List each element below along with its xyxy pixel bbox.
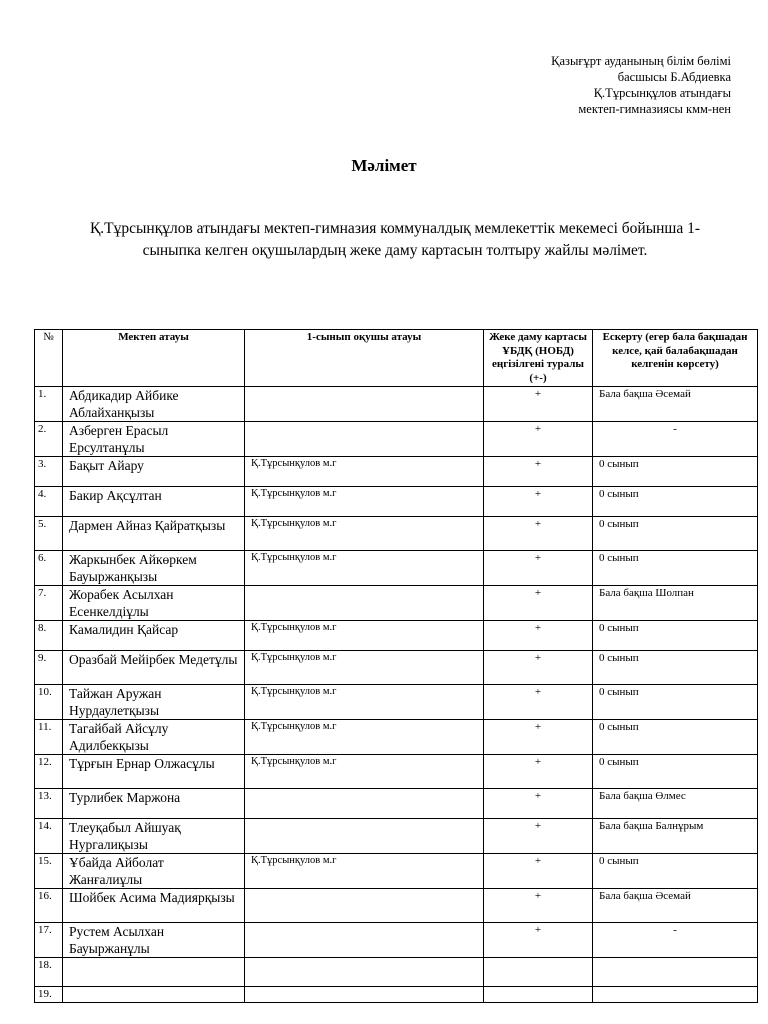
note-cell: 0 сынып	[593, 755, 758, 789]
student-name-cell: Турлибек Маржона	[63, 789, 245, 819]
row-number-cell: 5.	[35, 517, 63, 551]
row-number-cell: 1.	[35, 387, 63, 422]
row-number-cell: 18.	[35, 958, 63, 987]
note-cell: Бала бақша Әсемай	[593, 889, 758, 923]
note-cell: 0 сынып	[593, 517, 758, 551]
student-name-cell: Тагайбай Айсұлу Адилбекқызы	[63, 720, 245, 755]
card-status-cell: +	[484, 685, 593, 720]
note-cell: 0 сынып	[593, 651, 758, 685]
note-cell: 0 сынып	[593, 685, 758, 720]
col-header-school-name: Мектеп атауы	[63, 330, 245, 387]
card-status-cell: +	[484, 551, 593, 586]
document-title: Мәлімет	[351, 156, 417, 175]
note-cell	[593, 987, 758, 1003]
table-row	[35, 720, 758, 755]
school-cell: Қ.Тұрсынқулов м.г	[245, 487, 484, 517]
row-number-cell: 3.	[35, 457, 63, 487]
col-header-card-entered: Жеке даму картасы ҰБДҚ (НОБД) еңгізілгені туралы (+-)	[484, 330, 593, 387]
card-status-cell: +	[484, 789, 593, 819]
addressee-line: Қ.Тұрсынқұлов атындағы	[593, 86, 731, 100]
student-name-cell	[63, 987, 245, 1003]
card-status-cell: +	[484, 819, 593, 854]
table-row	[35, 422, 758, 457]
student-name-cell: Жаркынбек Айкөркем Бауыржанқызы	[63, 551, 245, 586]
school-cell	[245, 586, 484, 621]
card-status-cell: +	[484, 457, 593, 487]
card-status-cell: +	[484, 387, 593, 422]
student-name-cell: Жорабек Асылхан Есенкелдіұлы	[63, 586, 245, 621]
note-cell: -	[593, 923, 758, 958]
table-row	[35, 621, 758, 651]
card-status-cell	[484, 987, 593, 1003]
note-cell: Бала бақша Шолпан	[593, 586, 758, 621]
school-cell: Қ.Тұрсынқулов м.г	[245, 755, 484, 789]
school-cell: Қ.Тұрсынқулов м.г	[245, 685, 484, 720]
card-status-cell: +	[484, 422, 593, 457]
row-number-cell: 13.	[35, 789, 63, 819]
note-cell: Бала бақша Өлмес	[593, 789, 758, 819]
table-row	[35, 685, 758, 720]
row-number-cell: 12.	[35, 755, 63, 789]
card-status-cell: +	[484, 621, 593, 651]
table-row	[35, 487, 758, 517]
students-table	[34, 329, 758, 1003]
school-cell	[245, 789, 484, 819]
row-number-cell: 14.	[35, 819, 63, 854]
row-number-cell: 16.	[35, 889, 63, 923]
card-status-cell: +	[484, 487, 593, 517]
note-cell	[593, 958, 758, 987]
row-number-cell: 7.	[35, 586, 63, 621]
note-cell: 0 сынып	[593, 487, 758, 517]
school-cell: Қ.Тұрсынқулов м.г	[245, 457, 484, 487]
student-name-cell: Тлеуқабыл Айшуақ Нургалиқызы	[63, 819, 245, 854]
table-row	[35, 457, 758, 487]
student-name-cell: Бакир Ақсұлтан	[63, 487, 245, 517]
school-cell: Қ.Тұрсынқулов м.г	[245, 651, 484, 685]
intro-paragraph: Қ.Тұрсынқұлов атындағы мектеп-гимназия коммуналдық мемлекеттік мекемесі бойынша 1-сыныпка келген оқушылардың жеке даму картасын толтыру жайлы мәлімет.	[89, 220, 701, 259]
addressee-line: басшысы Б.Абдиевка	[617, 70, 731, 84]
note-cell: -	[593, 422, 758, 457]
note-cell: 0 сынып	[593, 854, 758, 889]
card-status-cell: +	[484, 651, 593, 685]
row-number-cell: 15.	[35, 854, 63, 889]
addressee-line: Қазығұрт ауданының білім бөлімі	[551, 54, 731, 68]
row-number-cell: 9.	[35, 651, 63, 685]
note-cell: 0 сынып	[593, 621, 758, 651]
student-name-cell: Камалидин Қайсар	[63, 621, 245, 651]
col-header-student-name: 1-сынып оқушы атауы	[245, 330, 484, 387]
school-cell	[245, 889, 484, 923]
student-name-cell	[63, 958, 245, 987]
school-cell	[245, 422, 484, 457]
table-row	[35, 789, 758, 819]
note-cell: 0 сынып	[593, 551, 758, 586]
table-row	[35, 958, 758, 987]
card-status-cell: +	[484, 755, 593, 789]
table-row	[35, 923, 758, 958]
table-row	[35, 651, 758, 685]
table-body	[35, 387, 758, 1003]
student-name-cell: Ұбайда Айболат Жанғалиұлы	[63, 854, 245, 889]
student-name-cell: Тұрғын Ернар Олжасұлы	[63, 755, 245, 789]
student-name-cell: Шойбек Асима Мадиярқызы	[63, 889, 245, 923]
school-cell: Қ.Тұрсынқулов м.г	[245, 621, 484, 651]
school-cell: Қ.Тұрсынқулов м.г	[245, 854, 484, 889]
school-cell: Қ.Тұрсынқулов м.г	[245, 517, 484, 551]
card-status-cell: +	[484, 586, 593, 621]
row-number-cell: 10.	[35, 685, 63, 720]
card-status-cell: +	[484, 517, 593, 551]
table-row	[35, 551, 758, 586]
school-cell	[245, 923, 484, 958]
row-number-cell: 4.	[35, 487, 63, 517]
row-number-cell: 11.	[35, 720, 63, 755]
table-row	[35, 755, 758, 789]
card-status-cell	[484, 958, 593, 987]
row-number-cell: 2.	[35, 422, 63, 457]
col-header-number: №	[35, 330, 63, 387]
addressee-block	[551, 53, 731, 117]
table-row	[35, 854, 758, 889]
row-number-cell: 8.	[35, 621, 63, 651]
student-name-cell: Азберген Ерасыл Ерсултанұлы	[63, 422, 245, 457]
student-name-cell: Рустем Асылхан Бауыржанұлы	[63, 923, 245, 958]
col-header-note: Ескерту (егер бала бақшадан келсе, қай балабақшадан келгенін көрсету)	[593, 330, 758, 387]
school-cell	[245, 987, 484, 1003]
table-row	[35, 586, 758, 621]
row-number-cell: 17.	[35, 923, 63, 958]
table-row	[35, 819, 758, 854]
student-name-cell: Дармен Айназ Қайратқызы	[63, 517, 245, 551]
table-row	[35, 387, 758, 422]
note-cell: Бала бақша Балнұрым	[593, 819, 758, 854]
row-number-cell: 6.	[35, 551, 63, 586]
note-cell: 0 сынып	[593, 720, 758, 755]
card-status-cell: +	[484, 889, 593, 923]
student-name-cell: Оразбай Мейірбек Медетұлы	[63, 651, 245, 685]
student-name-cell: Бақыт Айару	[63, 457, 245, 487]
student-name-cell: Абдикадир Айбике Аблайханқызы	[63, 387, 245, 422]
school-cell: Қ.Тұрсынқулов м.г	[245, 720, 484, 755]
school-cell	[245, 387, 484, 422]
table-row	[35, 517, 758, 551]
table-row	[35, 987, 758, 1003]
addressee-line: мектеп-гимназиясы кмм-нен	[578, 102, 731, 116]
table-header-row	[35, 330, 758, 387]
note-cell: Бала бақша Әсемай	[593, 387, 758, 422]
note-cell: 0 сынып	[593, 457, 758, 487]
table-row	[35, 889, 758, 923]
card-status-cell: +	[484, 720, 593, 755]
school-cell	[245, 958, 484, 987]
school-cell	[245, 819, 484, 854]
card-status-cell: +	[484, 923, 593, 958]
student-name-cell: Тайжан Аружан Нурдаулетқызы	[63, 685, 245, 720]
school-cell: Қ.Тұрсынқулов м.г	[245, 551, 484, 586]
row-number-cell: 19.	[35, 987, 63, 1003]
card-status-cell: +	[484, 854, 593, 889]
